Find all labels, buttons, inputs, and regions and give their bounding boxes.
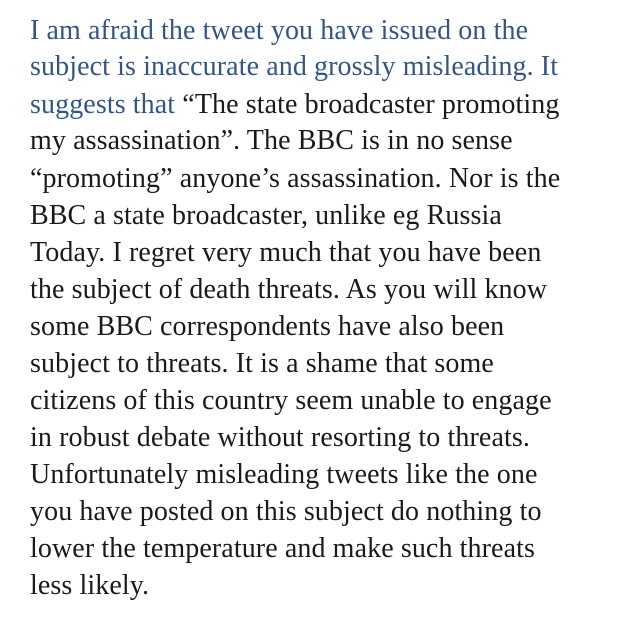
- body-text-segment: Unfortunately misleading tweets like the one: [30, 459, 538, 490]
- text-line: [30, 347, 494, 381]
- text-line: [30, 310, 504, 344]
- text-line: [30, 458, 537, 492]
- body-text-segment: subject to threats. It is a shame that some: [30, 348, 494, 379]
- text-line: [30, 162, 560, 196]
- body-text-segment: lower the temperature and make such threats: [30, 533, 535, 564]
- text-line: [30, 50, 558, 84]
- text-line: [30, 124, 513, 158]
- highlighted-text-segment: suggests that: [30, 89, 183, 120]
- text-line: [30, 384, 552, 418]
- text-line: [30, 421, 530, 455]
- body-text-segment: less likely.: [30, 570, 150, 601]
- body-text-segment: in robust debate without resorting to threats.: [30, 422, 530, 453]
- body-text-segment: “The state broadcaster promoting: [182, 89, 560, 120]
- body-text-segment: “promoting” anyone’s assassination. Nor is the: [30, 163, 561, 194]
- text-line: [30, 88, 559, 122]
- body-text-segment: some BBC correspondents have also been: [30, 311, 505, 342]
- text-line: [30, 495, 542, 529]
- body-text-segment: the subject of death threats. As you will know: [30, 274, 548, 305]
- text-line: [30, 14, 528, 48]
- highlighted-text-segment: I am afraid the tweet you have issued on the: [30, 15, 529, 46]
- body-text-segment: my assassination”. The BBC is in no sense: [30, 125, 513, 156]
- body-text-segment: you have posted on this subject do nothing to: [30, 496, 542, 527]
- text-line: [30, 532, 535, 566]
- text-line: [30, 569, 149, 603]
- body-text-segment: Today. I regret very much that you have been: [30, 237, 542, 268]
- text-line: [30, 199, 502, 233]
- highlighted-text-segment: subject is inaccurate and grossly misleading. It: [30, 51, 559, 82]
- text-line: [30, 273, 547, 307]
- body-text-segment: citizens of this country seem unable to engage: [30, 385, 552, 416]
- body-text-segment: BBC a state broadcaster, unlike eg Russia: [30, 200, 502, 231]
- text-line: [30, 236, 541, 270]
